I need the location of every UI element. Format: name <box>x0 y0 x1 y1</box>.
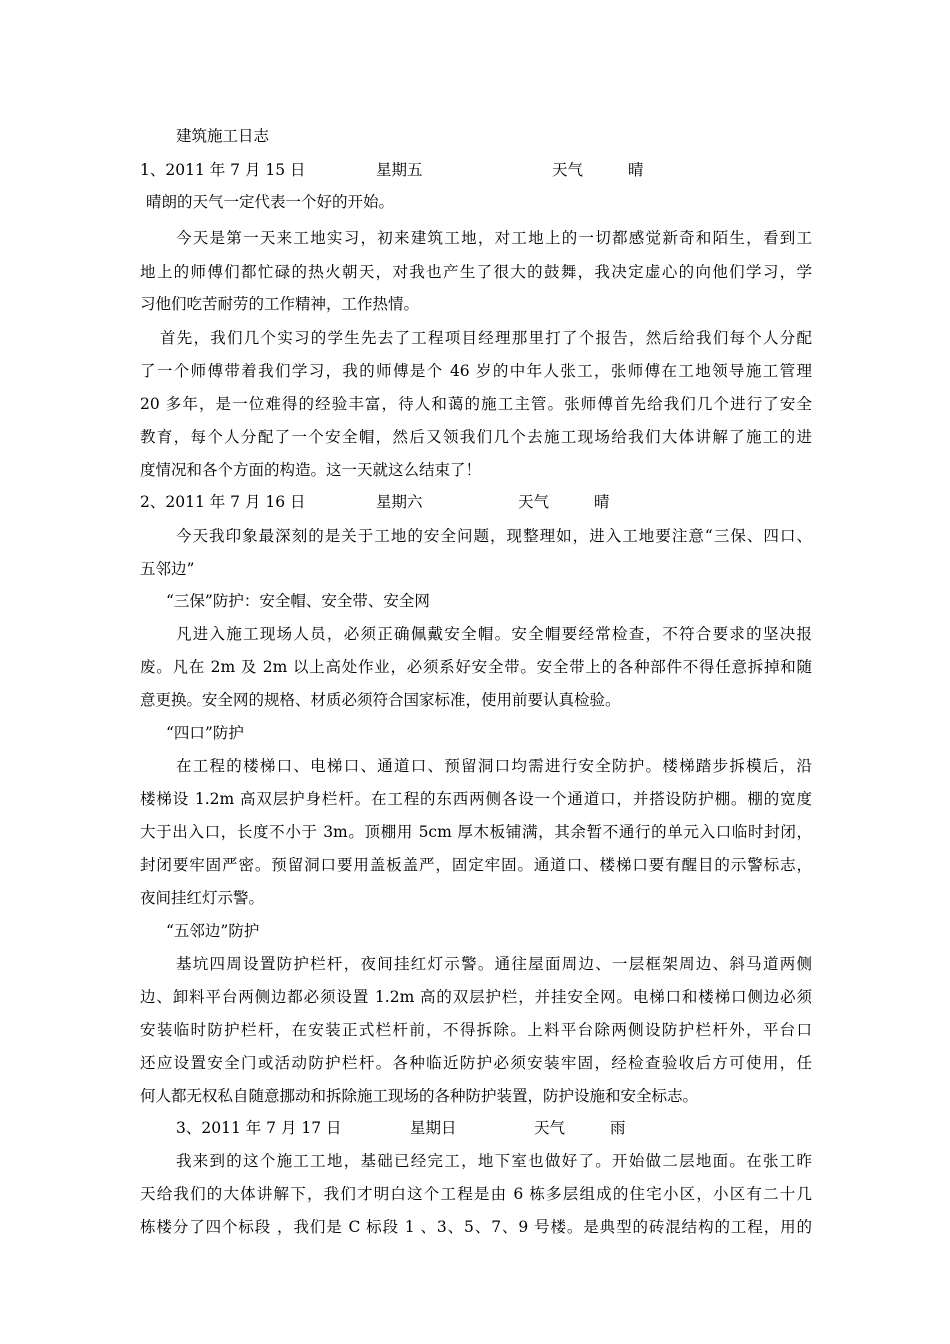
paragraph-line: 五邻边” <box>140 560 195 578</box>
entry-weather-label: 天气 <box>534 1119 566 1137</box>
entry-date: 2、2011 年 7 月 16 日 <box>140 493 306 511</box>
entry-date: 3、2011 年 7 月 17 日 <box>176 1119 342 1137</box>
paragraph-line: 安装临时防护栏杆，在安装正式栏杆前，不得拆除。上料平台除两侧设防护栏杆外，平台口 <box>140 1021 812 1039</box>
entry-weather: 晴 <box>594 493 610 511</box>
paragraph-line: 天给我们的大体讲解下，我们才明白这个工程是由 6 栋多层组成的住宅小区，小区有二十几 <box>140 1185 812 1203</box>
paragraph-line: 在工程的楼梯口、电梯口、通道口、预留洞口均需进行安全防护。楼梯踏步拆模后，沿 <box>176 757 812 775</box>
paragraph-line: 教育，每个人分配了一个安全帽，然后又领我们几个去施工现场给我们大体讲解了施工的进 <box>140 428 812 446</box>
paragraph-line: 何人都无权私自随意挪动和拆除施工现场的各种防护装置，防护设施和安全标志。 <box>140 1087 699 1105</box>
paragraph-line: 封闭要牢固严密。预留洞口要用盖板盖严，固定牢固。通道口、楼梯口要有醒目的示警标志， <box>140 856 812 874</box>
paragraph-line: 20 多年，是一位难得的经验丰富，待人和蔼的施工主管。张师傅首先给我们几个进行了安全 <box>140 395 812 413</box>
document-title: 建筑施工日志 <box>176 127 270 145</box>
paragraph-line: 了一个师傅带着我们学习，我的师傅是个 46 岁的中年人张工，张师傅在工地领导施工管理 <box>140 362 812 380</box>
paragraph-line: 大于出入口，长度不小于 3m。顶棚用 5cm 厚木板铺满，其余暂不通行的单元入口临时封闭， <box>140 823 812 841</box>
paragraph-line: 晴朗的天气一定代表一个好的开始。 <box>146 193 395 211</box>
entry-weather: 晴 <box>628 161 644 179</box>
entry-weather: 雨 <box>610 1119 626 1137</box>
paragraph-line: 基坑四周设置防护栏杆，夜间挂红灯示警。通往屋面周边、一层框架周边、斜马道两侧 <box>176 955 812 973</box>
paragraph-line: 夜间挂红灯示警。 <box>140 889 265 907</box>
entry-weekday: 星期日 <box>410 1119 457 1137</box>
entry-weather-label: 天气 <box>552 161 584 179</box>
section-heading: “五邻边”防护 <box>166 922 260 940</box>
entry-weekday: 星期六 <box>376 493 423 511</box>
paragraph-line: 度情况和各个方面的构造。这一天就这么结束了！ <box>140 461 482 479</box>
paragraph-line: 栋楼分了四个标段 ，我们是 C 标段 1 、3、5、7、9 号楼。是典型的砖混结构的工程，用的 <box>140 1218 812 1236</box>
entry-weekday: 星期五 <box>376 161 423 179</box>
paragraph-line: 习他们吃苦耐劳的工作精神，工作热情。 <box>140 295 420 313</box>
paragraph-line: 楼梯设 1.2m 高双层护身栏杆。在工程的东西两侧各设一个通道口，并搭设防护棚。棚的宽度 <box>140 790 812 808</box>
paragraph-line: 废。凡在 2m 及 2m 以上高处作业，必须系好安全带。安全带上的各种部件不得任意拆掉和随 <box>140 658 812 676</box>
paragraph-line: 凡进入施工现场人员，必须正确佩戴安全帽。安全帽要经常检查，不符合要求的坚决报 <box>176 625 812 643</box>
section-heading: “四口”防护 <box>166 724 244 742</box>
paragraph-line: 边、卸料平台两侧边都必须设置 1.2m 高的双层护栏，并挂安全网。电梯口和楼梯口侧边必须 <box>140 988 812 1006</box>
paragraph-line: 我来到的这个施工工地，基础已经完工，地下室也做好了。开始做二层地面。在张工昨 <box>176 1152 812 1170</box>
paragraph-line: 还应设置安全门或活动防护栏杆。各种临近防护必须安装牢固，经检查验收后方可使用，任 <box>140 1054 812 1072</box>
paragraph-line: 地上的师傅们都忙碌的热火朝天，对我也产生了很大的鼓舞，我决定虚心的向他们学习，学 <box>140 263 812 281</box>
paragraph-line: 今天我印象最深刻的是关于工地的安全问题，现整理如，进入工地要注意“三保、四口、 <box>176 527 812 545</box>
entry-date: 1、2011 年 7 月 15 日 <box>140 161 306 179</box>
paragraph-line: 首先，我们几个实习的学生先去了工程项目经理那里打了个报告，然后给我们每个人分配 <box>160 329 812 347</box>
section-heading: “三保”防护：安全帽、安全带、安全网 <box>166 592 430 610</box>
paragraph-line: 意更换。安全网的规格、材质必须符合国家标准，使用前要认真检验。 <box>140 691 621 709</box>
paragraph-line: 今天是第一天来工地实习，初来建筑工地，对工地上的一切都感觉新奇和陌生，看到工 <box>176 229 812 247</box>
entry-weather-label: 天气 <box>518 493 550 511</box>
